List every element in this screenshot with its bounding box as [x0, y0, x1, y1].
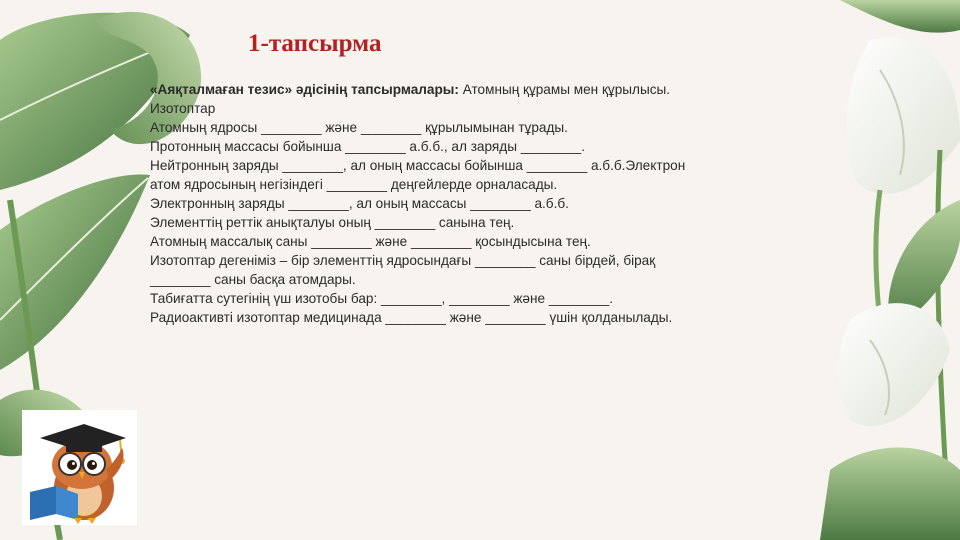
intro-bold: «Аяқталмаған тезис» әдісінің тапсырмалары:: [150, 82, 459, 97]
text-line: Атомның ядросы ________ және ________ құрылымынан тұрады.: [150, 120, 568, 135]
text-line: Протонның массасы бойынша ________ а.б.б., ал заряды ________.: [150, 139, 585, 154]
intro-line: [150, 80, 810, 99]
text-line: атом ядросының негізіндегі ________ деңгейлерде орналасады.: [150, 177, 558, 192]
text-line: Радиоактивті изотоптар медицинада ________ және ________ үшін қолданылады.: [150, 310, 673, 325]
text-line: Табиғатта сутегінің үш изотобы бар: ________, ________ және ________.: [150, 291, 614, 306]
text-line: Атомның массалық саны ________ және ________ қосындысына тең.: [150, 234, 591, 249]
task-text: [150, 80, 810, 327]
intro-rest: Атомның құрамы мен құрылысы.: [458, 82, 671, 97]
text-line: Электронның заряды ________, ал оның массасы ________ а.б.б.: [150, 196, 569, 211]
page-title: 1-тапсырма: [248, 30, 382, 57]
text-line: Нейтронның заряды ________, ал оның массасы бойынша ________ а.б.б.Электрон: [150, 158, 686, 173]
text-line: Изотоптар: [150, 101, 216, 116]
text-line: Изотоптар дегеніміз – бір элементтің ядросындағы ________ саны бірдей, бірақ: [150, 253, 656, 268]
text-line: Элементтің реттік анықталуы оның ________ санына тең.: [150, 215, 515, 230]
text-line: ________ саны басқа атомдары.: [150, 272, 356, 287]
owl-graduate-icon: [22, 410, 137, 525]
